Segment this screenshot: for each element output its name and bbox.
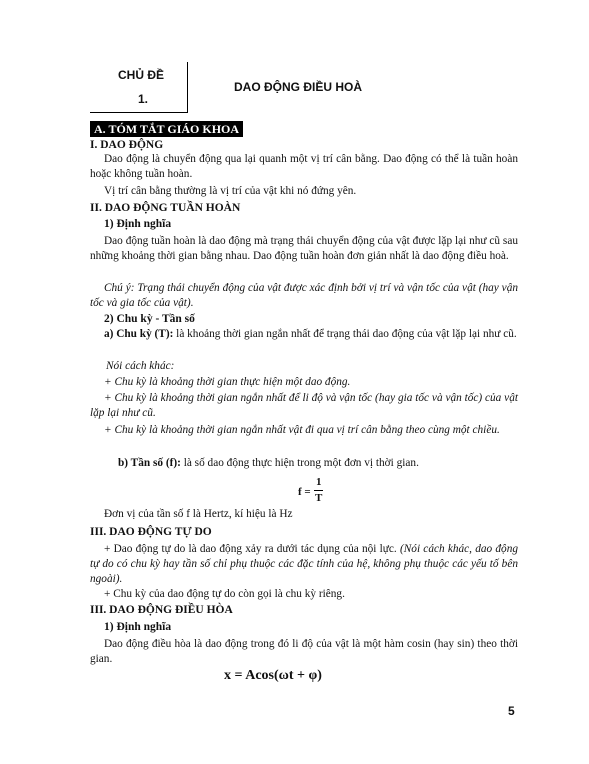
s2-bullet-2: + Chu kỳ là khoảng thời gian ngắn nhất để li độ và vận tốc (hay gia tốc và vận tốc) của vật lặp lại như cũ.: [90, 392, 518, 419]
frequency-label: b) Tần số (f):: [118, 457, 181, 469]
s3-paragraph-2: + Chu kỳ của dao động tự do còn gọi là chu kỳ riêng.: [104, 588, 345, 600]
page-number: 5: [508, 704, 515, 718]
period-text: là khoảng thời gian ngắn nhất để trạng thái dao động của vật lặp lại như cũ.: [173, 328, 517, 340]
period-label: a) Chu kỳ (T):: [104, 328, 174, 340]
formula-numerator: 1: [316, 476, 322, 488]
s2-subheading-period: 2) Chu kỳ - Tần số: [104, 313, 195, 325]
harmonic-formula: x = Acos(ωt + φ): [224, 668, 322, 683]
s2-frequency-paragraph: [118, 456, 518, 471]
s3-heading: III. DAO ĐỘNG TỰ DO: [90, 526, 212, 538]
formula-f: f =: [298, 486, 311, 498]
s2-bullet-3: + Chu kỳ là khoảng thời gian ngắn nhất vật đi qua vị trí cân bằng theo cùng một chiều.: [104, 424, 500, 436]
s4-definition: Dao động điều hòa là dao động trong đó li độ của vật là một hàm cosin (hay sin) theo thời gian.: [90, 638, 518, 665]
topic-title: DAO ĐỘNG ĐIỀU HOÀ: [234, 80, 363, 94]
s1-paragraph-2: Vị trí cân bằng thường là vị trí của vật khi nó đứng yên.: [104, 185, 357, 197]
s3-p1-italic: (Nói cách khác, dao động tự do có chu kỳ hay tần số chỉ phụ thuộc các đặc tính của hệ, không phụ thuộc các yếu tố bên ngoài).: [90, 543, 518, 585]
s2-bullet-1: + Chu kỳ là khoảng thời gian thực hiện một dao động.: [104, 376, 351, 388]
s2-unit: Đơn vị của tần số f là Hertz, kí hiệu là Hz: [104, 508, 293, 520]
s4-heading: III. DAO ĐỘNG ĐIỀU HÒA: [90, 604, 233, 616]
s3-p1-normal: + Dao động tự do là dao động xảy ra dưới tác dụng của nội lực.: [104, 543, 397, 555]
s3-paragraph-1: [90, 542, 518, 587]
s1-paragraph-1: Dao động là chuyển động qua lại quanh một vị trí cân bằng. Dao động có thể là tuần hoàn hoặc không tuần hoàn.: [90, 153, 518, 180]
section-a-title: A. TÓM TẮT GIÁO KHOA: [90, 121, 243, 137]
s2-definition: Dao động tuần hoàn là dao động mà trạng thái chuyển động của vật được lặp lại như cũ sau những khoảng thời gian bằng nhau. Dao động tuần hoàn đơn giản nhất là dao động điều hoà.: [90, 235, 518, 262]
s4-subheading-definition: 1) Định nghĩa: [104, 621, 172, 633]
s2-other-words: Nói cách khác:: [106, 360, 175, 372]
s1-heading: I. DAO ĐỘNG: [90, 139, 164, 151]
s2-period-paragraph: [90, 327, 518, 342]
s2-heading: II. DAO ĐỘNG TUẦN HOÀN: [90, 202, 241, 214]
s2-subheading-definition: 1) Định nghĩa: [104, 218, 172, 230]
formula-denominator: T: [315, 492, 323, 504]
s2-note: Chú ý: Trạng thái chuyển động của vật được xác định bởi vị trí và vận tốc của vật (hay vận tốc và gia tốc của vật).: [90, 282, 518, 309]
formula-fraction-bar: [314, 490, 323, 491]
topic-number: 1.: [138, 92, 149, 106]
frequency-text: là số dao động thực hiện trong một đơn vị thời gian.: [180, 457, 419, 469]
header-bottom-rule: [90, 112, 188, 113]
header-vertical-rule: [187, 62, 188, 112]
topic-label: CHỦ ĐỀ: [118, 68, 165, 82]
